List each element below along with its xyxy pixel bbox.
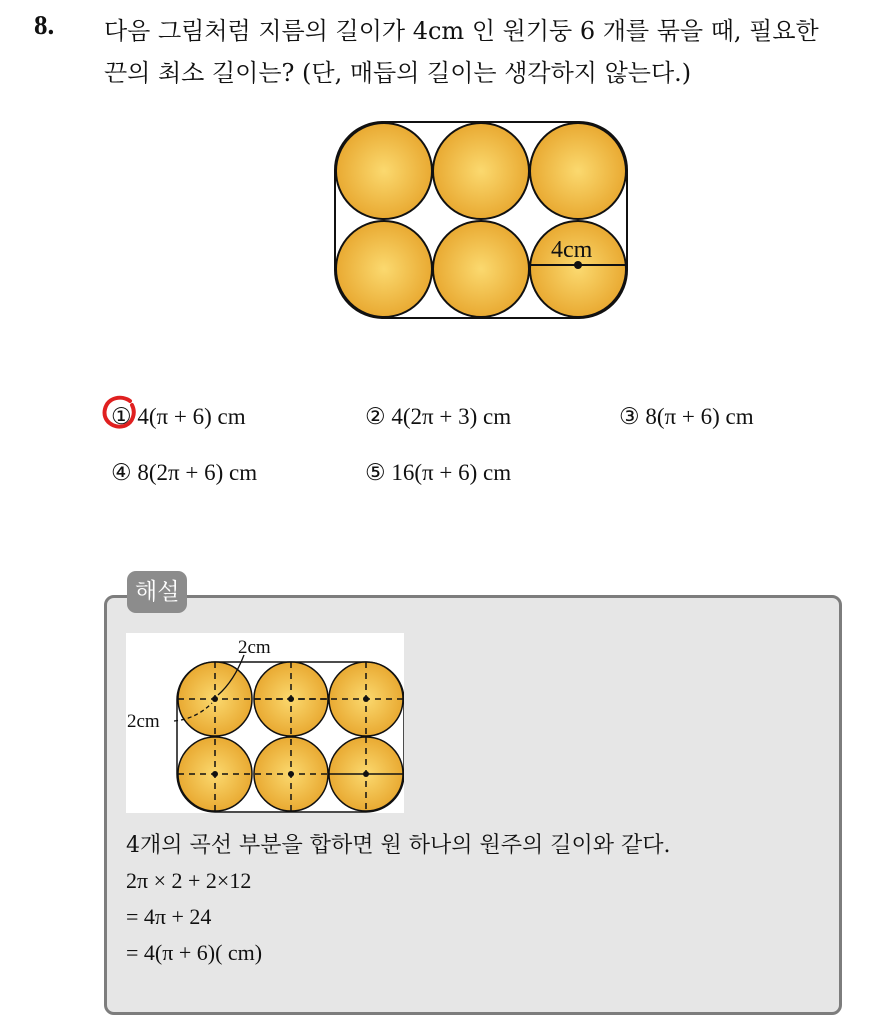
solution-line-4: = 4(π + 6)( cm) bbox=[126, 940, 263, 965]
choice-number: ③ bbox=[619, 404, 640, 429]
question-line-1: 다음 그림처럼 지름의 길이가 4cm 인 원기둥 6 개를 묶을 때, 필요한 bbox=[104, 17, 819, 45]
cylinder-circle bbox=[433, 123, 529, 219]
choice-1[interactable] bbox=[111, 404, 246, 430]
diameter-label: 4cm bbox=[551, 237, 593, 263]
solution-tag: 해설 bbox=[127, 571, 187, 613]
solution-line-3: = 4π + 24 bbox=[126, 904, 212, 929]
choice-5[interactable] bbox=[365, 460, 511, 486]
choice-number: ② bbox=[365, 404, 386, 429]
choice-4[interactable] bbox=[111, 460, 257, 486]
choice-number: ④ bbox=[111, 460, 132, 485]
choice-2[interactable] bbox=[365, 404, 511, 430]
choice-number: ⑤ bbox=[365, 460, 386, 485]
cylinder-circle bbox=[336, 123, 432, 219]
cylinders-figure bbox=[325, 112, 635, 324]
radius-label-left: 2cm bbox=[127, 711, 160, 732]
cylinder-circle bbox=[336, 221, 432, 317]
solution-line-1: 4개의 곡선 부분을 합하면 원 하나의 원주의 길이와 같다. bbox=[126, 833, 671, 858]
choice-3[interactable] bbox=[619, 404, 754, 430]
choice-text: 16(π + 6) cm bbox=[391, 460, 512, 485]
radius-label-top: 2cm bbox=[238, 637, 271, 658]
cylinder-circle bbox=[433, 221, 529, 317]
choice-text: 8(π + 6) cm bbox=[645, 404, 754, 429]
question-number: 8. bbox=[34, 10, 55, 40]
solution-line-2: 2π × 2 + 2×12 bbox=[126, 868, 252, 893]
choice-number: ① bbox=[111, 404, 132, 429]
cylinder-circle bbox=[530, 123, 626, 219]
question-text bbox=[104, 10, 874, 94]
choice-text: 8(2π + 6) cm bbox=[137, 460, 258, 485]
choice-text: 4(π + 6) cm bbox=[137, 404, 246, 429]
question-line-2: 끈의 최소 길이는? (단, 매듭의 길이는 생각하지 않는다.) bbox=[104, 59, 692, 87]
choice-text: 4(2π + 3) cm bbox=[391, 404, 512, 429]
solution-figure bbox=[126, 633, 404, 813]
